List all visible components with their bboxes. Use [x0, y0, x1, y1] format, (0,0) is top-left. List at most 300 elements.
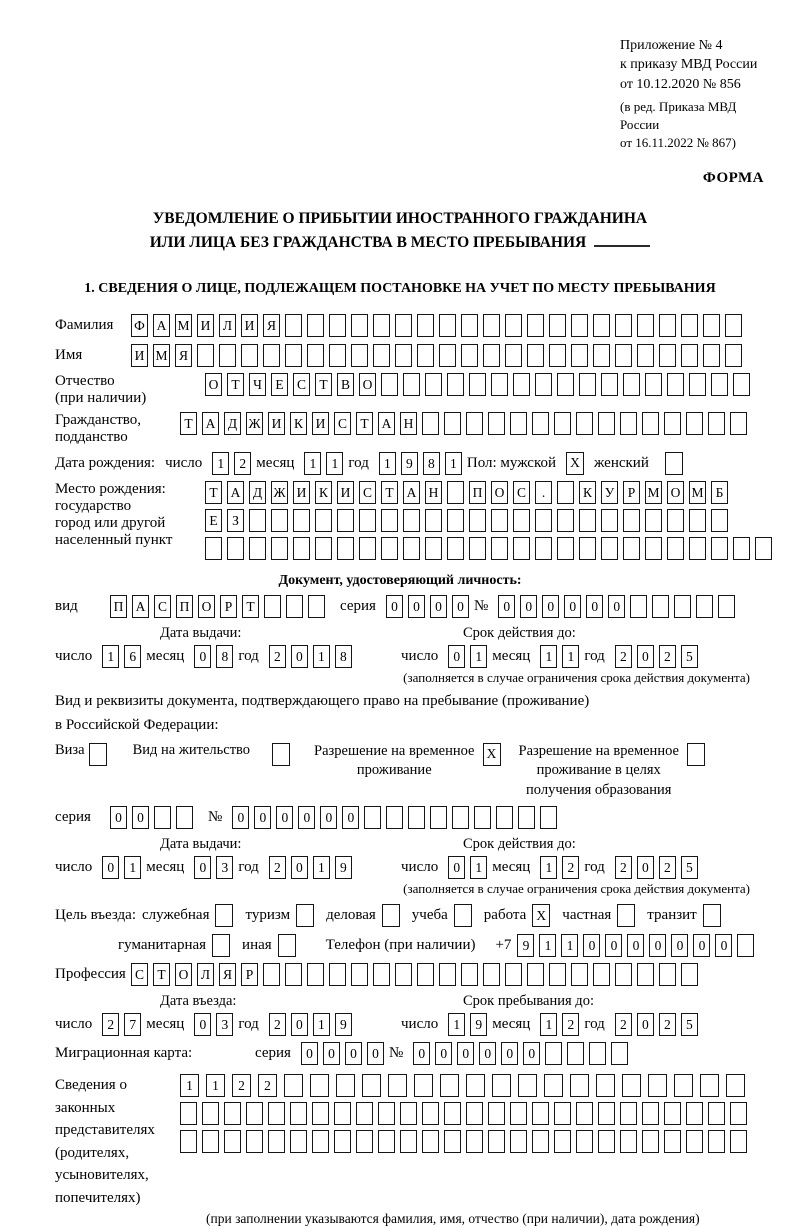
form-cell[interactable]: 2: [269, 856, 286, 879]
form-cell[interactable]: М: [153, 344, 170, 367]
form-cell[interactable]: [263, 344, 280, 367]
form-cell[interactable]: [505, 314, 522, 337]
form-cell[interactable]: 2: [102, 1013, 119, 1036]
form-cell[interactable]: [290, 1130, 307, 1153]
form-cell[interactable]: [271, 509, 288, 532]
form-cell[interactable]: [557, 373, 574, 396]
form-cell[interactable]: [336, 1074, 355, 1097]
form-cell[interactable]: [249, 509, 266, 532]
form-cell[interactable]: И: [241, 314, 258, 337]
form-cell[interactable]: [535, 373, 552, 396]
form-cell[interactable]: [510, 412, 527, 435]
form-cell[interactable]: А: [132, 595, 149, 618]
form-cell[interactable]: [642, 412, 659, 435]
form-cell[interactable]: 0: [605, 934, 622, 957]
form-cell[interactable]: [447, 481, 464, 504]
form-cell[interactable]: [246, 1130, 263, 1153]
form-cell[interactable]: [637, 963, 654, 986]
form-cell[interactable]: Ч: [249, 373, 266, 396]
form-cell[interactable]: [447, 373, 464, 396]
form-cell[interactable]: 1: [326, 452, 343, 475]
form-cell[interactable]: [579, 537, 596, 560]
form-cell[interactable]: [395, 314, 412, 337]
form-cell[interactable]: 0: [501, 1042, 518, 1065]
form-cell[interactable]: 0: [430, 595, 447, 618]
purpose-work-checkbox[interactable]: X: [532, 904, 550, 927]
purpose-business-checkbox[interactable]: [215, 904, 233, 927]
residence-permit-checkbox[interactable]: [272, 743, 290, 766]
form-cell[interactable]: [329, 344, 346, 367]
form-cell[interactable]: [466, 412, 483, 435]
form-cell[interactable]: Д: [249, 481, 266, 504]
form-cell[interactable]: [527, 344, 544, 367]
form-cell[interactable]: [466, 1074, 485, 1097]
form-cell[interactable]: [659, 344, 676, 367]
form-cell[interactable]: 0: [367, 1042, 384, 1065]
form-cell[interactable]: [593, 344, 610, 367]
purpose-tourism-checkbox[interactable]: [296, 904, 314, 927]
form-cell[interactable]: Л: [197, 963, 214, 986]
form-cell[interactable]: О: [491, 481, 508, 504]
form-cell[interactable]: [535, 509, 552, 532]
form-cell[interactable]: 0: [110, 806, 127, 829]
form-cell[interactable]: [645, 373, 662, 396]
form-cell[interactable]: [461, 344, 478, 367]
form-cell[interactable]: 0: [457, 1042, 474, 1065]
form-cell[interactable]: 0: [693, 934, 710, 957]
form-cell[interactable]: 1: [304, 452, 321, 475]
form-cell[interactable]: К: [290, 412, 307, 435]
form-cell[interactable]: [373, 344, 390, 367]
form-cell[interactable]: [205, 537, 222, 560]
form-cell[interactable]: Р: [241, 963, 258, 986]
form-cell[interactable]: 0: [194, 645, 211, 668]
form-cell[interactable]: [268, 1130, 285, 1153]
form-cell[interactable]: [403, 373, 420, 396]
purpose-other-checkbox[interactable]: [278, 934, 296, 957]
form-cell[interactable]: 2: [615, 1013, 632, 1036]
form-cell[interactable]: [755, 537, 772, 560]
form-cell[interactable]: [689, 373, 706, 396]
form-cell[interactable]: С: [293, 373, 310, 396]
form-cell[interactable]: [425, 509, 442, 532]
form-cell[interactable]: 5: [681, 856, 698, 879]
form-cell[interactable]: [681, 314, 698, 337]
form-cell[interactable]: [549, 344, 566, 367]
form-cell[interactable]: 9: [335, 1013, 352, 1036]
form-cell[interactable]: [535, 537, 552, 560]
form-cell[interactable]: 5: [681, 645, 698, 668]
form-cell[interactable]: [271, 537, 288, 560]
form-cell[interactable]: 0: [291, 645, 308, 668]
form-cell[interactable]: 0: [608, 595, 625, 618]
form-cell[interactable]: 0: [132, 806, 149, 829]
form-cell[interactable]: О: [198, 595, 215, 618]
form-cell[interactable]: 0: [523, 1042, 540, 1065]
form-cell[interactable]: [469, 509, 486, 532]
form-cell[interactable]: К: [579, 481, 596, 504]
form-cell[interactable]: [589, 1042, 606, 1065]
form-cell[interactable]: [686, 412, 703, 435]
form-cell[interactable]: [567, 1042, 584, 1065]
form-cell[interactable]: [403, 509, 420, 532]
form-cell[interactable]: 9: [401, 452, 418, 475]
form-cell[interactable]: С: [334, 412, 351, 435]
form-cell[interactable]: [615, 344, 632, 367]
form-cell[interactable]: 0: [386, 595, 403, 618]
form-cell[interactable]: [557, 509, 574, 532]
form-cell[interactable]: [730, 1102, 747, 1125]
form-cell[interactable]: [315, 509, 332, 532]
form-cell[interactable]: [388, 1074, 407, 1097]
form-cell[interactable]: [510, 1130, 527, 1153]
form-cell[interactable]: И: [197, 314, 214, 337]
form-cell[interactable]: О: [205, 373, 222, 396]
form-cell[interactable]: 0: [564, 595, 581, 618]
form-cell[interactable]: 1: [540, 1013, 557, 1036]
form-cell[interactable]: [176, 806, 193, 829]
form-cell[interactable]: [598, 412, 615, 435]
form-cell[interactable]: 2: [232, 1074, 251, 1097]
form-cell[interactable]: Я: [219, 963, 236, 986]
form-cell[interactable]: [461, 314, 478, 337]
form-cell[interactable]: [737, 934, 754, 957]
form-cell[interactable]: И: [293, 481, 310, 504]
form-cell[interactable]: [329, 963, 346, 986]
form-cell[interactable]: [725, 314, 742, 337]
form-cell[interactable]: 0: [194, 856, 211, 879]
form-cell[interactable]: [513, 509, 530, 532]
form-cell[interactable]: [364, 806, 381, 829]
form-cell[interactable]: [708, 412, 725, 435]
form-cell[interactable]: 0: [291, 856, 308, 879]
form-cell[interactable]: [557, 481, 574, 504]
sex-female-checkbox[interactable]: [665, 452, 683, 475]
form-cell[interactable]: [422, 412, 439, 435]
form-cell[interactable]: [312, 1102, 329, 1125]
form-cell[interactable]: [733, 373, 750, 396]
form-cell[interactable]: [414, 1074, 433, 1097]
form-cell[interactable]: [689, 509, 706, 532]
form-cell[interactable]: [249, 537, 266, 560]
form-cell[interactable]: Я: [263, 314, 280, 337]
form-cell[interactable]: [576, 1102, 593, 1125]
form-cell[interactable]: 0: [102, 856, 119, 879]
form-cell[interactable]: 8: [423, 452, 440, 475]
form-cell[interactable]: 0: [448, 645, 465, 668]
form-cell[interactable]: 2: [615, 645, 632, 668]
form-cell[interactable]: 1: [102, 645, 119, 668]
form-cell[interactable]: 0: [448, 856, 465, 879]
rvp-checkbox[interactable]: X: [483, 743, 501, 766]
form-cell[interactable]: [488, 1130, 505, 1153]
form-cell[interactable]: [395, 344, 412, 367]
form-cell[interactable]: [356, 1102, 373, 1125]
form-cell[interactable]: У: [601, 481, 618, 504]
form-cell[interactable]: [447, 509, 464, 532]
form-cell[interactable]: 0: [342, 806, 359, 829]
form-cell[interactable]: И: [131, 344, 148, 367]
form-cell[interactable]: [518, 1074, 537, 1097]
form-cell[interactable]: 0: [301, 1042, 318, 1065]
form-cell[interactable]: Т: [315, 373, 332, 396]
form-cell[interactable]: 0: [583, 934, 600, 957]
form-cell[interactable]: [686, 1102, 703, 1125]
form-cell[interactable]: 0: [291, 1013, 308, 1036]
form-cell[interactable]: 1: [212, 452, 229, 475]
form-cell[interactable]: О: [667, 481, 684, 504]
form-cell[interactable]: [403, 537, 420, 560]
form-cell[interactable]: [466, 1102, 483, 1125]
form-cell[interactable]: 2: [269, 645, 286, 668]
form-cell[interactable]: Л: [219, 314, 236, 337]
form-cell[interactable]: [491, 373, 508, 396]
form-cell[interactable]: [532, 1130, 549, 1153]
form-cell[interactable]: [180, 1130, 197, 1153]
form-cell[interactable]: 2: [562, 856, 579, 879]
form-cell[interactable]: 0: [323, 1042, 340, 1065]
form-cell[interactable]: [576, 412, 593, 435]
form-cell[interactable]: [417, 314, 434, 337]
form-cell[interactable]: 1: [313, 645, 330, 668]
form-cell[interactable]: 9: [335, 856, 352, 879]
form-cell[interactable]: Я: [175, 344, 192, 367]
form-cell[interactable]: [263, 963, 280, 986]
form-cell[interactable]: [615, 963, 632, 986]
form-cell[interactable]: Н: [425, 481, 442, 504]
form-cell[interactable]: [440, 1074, 459, 1097]
form-cell[interactable]: [483, 963, 500, 986]
form-cell[interactable]: 1: [562, 645, 579, 668]
form-cell[interactable]: [469, 537, 486, 560]
form-cell[interactable]: [315, 537, 332, 560]
form-cell[interactable]: 0: [413, 1042, 430, 1065]
form-cell[interactable]: 0: [232, 806, 249, 829]
form-cell[interactable]: 0: [435, 1042, 452, 1065]
form-cell[interactable]: 0: [586, 595, 603, 618]
form-cell[interactable]: [430, 806, 447, 829]
form-cell[interactable]: [488, 412, 505, 435]
form-cell[interactable]: [362, 1074, 381, 1097]
form-cell[interactable]: [681, 963, 698, 986]
form-cell[interactable]: [505, 963, 522, 986]
form-cell[interactable]: [491, 509, 508, 532]
form-cell[interactable]: [312, 1130, 329, 1153]
form-cell[interactable]: И: [312, 412, 329, 435]
form-cell[interactable]: Т: [205, 481, 222, 504]
form-cell[interactable]: [264, 595, 281, 618]
form-cell[interactable]: С: [513, 481, 530, 504]
form-cell[interactable]: Б: [711, 481, 728, 504]
form-cell[interactable]: [642, 1102, 659, 1125]
form-cell[interactable]: Е: [271, 373, 288, 396]
form-cell[interactable]: 0: [254, 806, 271, 829]
form-cell[interactable]: Т: [356, 412, 373, 435]
form-cell[interactable]: [659, 963, 676, 986]
form-cell[interactable]: 3: [216, 1013, 233, 1036]
form-cell[interactable]: [329, 314, 346, 337]
form-cell[interactable]: [334, 1130, 351, 1153]
form-cell[interactable]: [496, 806, 513, 829]
form-cell[interactable]: [461, 963, 478, 986]
purpose-private-checkbox[interactable]: [617, 904, 635, 927]
form-cell[interactable]: [293, 509, 310, 532]
form-cell[interactable]: [667, 509, 684, 532]
form-cell[interactable]: [469, 373, 486, 396]
form-cell[interactable]: 1: [540, 645, 557, 668]
form-cell[interactable]: [725, 344, 742, 367]
form-cell[interactable]: [545, 1042, 562, 1065]
form-cell[interactable]: [674, 1074, 693, 1097]
form-cell[interactable]: [285, 314, 302, 337]
form-cell[interactable]: [549, 314, 566, 337]
form-cell[interactable]: [307, 963, 324, 986]
form-cell[interactable]: С: [131, 963, 148, 986]
form-cell[interactable]: [483, 344, 500, 367]
form-cell[interactable]: [337, 537, 354, 560]
form-cell[interactable]: 2: [659, 1013, 676, 1036]
form-cell[interactable]: [307, 314, 324, 337]
form-cell[interactable]: [290, 1102, 307, 1125]
form-cell[interactable]: [483, 314, 500, 337]
form-cell[interactable]: О: [175, 963, 192, 986]
form-cell[interactable]: [645, 537, 662, 560]
form-cell[interactable]: Ж: [246, 412, 263, 435]
form-cell[interactable]: [674, 595, 691, 618]
form-cell[interactable]: И: [337, 481, 354, 504]
form-cell[interactable]: 0: [637, 1013, 654, 1036]
form-cell[interactable]: [241, 344, 258, 367]
form-cell[interactable]: 1: [540, 856, 557, 879]
form-cell[interactable]: [202, 1102, 219, 1125]
form-cell[interactable]: [623, 373, 640, 396]
form-cell[interactable]: 1: [448, 1013, 465, 1036]
form-cell[interactable]: [664, 412, 681, 435]
form-cell[interactable]: [620, 1102, 637, 1125]
form-cell[interactable]: 1: [561, 934, 578, 957]
form-cell[interactable]: [466, 1130, 483, 1153]
form-cell[interactable]: [400, 1130, 417, 1153]
form-cell[interactable]: А: [403, 481, 420, 504]
form-cell[interactable]: 9: [470, 1013, 487, 1036]
form-cell[interactable]: [620, 1130, 637, 1153]
form-cell[interactable]: [268, 1102, 285, 1125]
form-cell[interactable]: [703, 344, 720, 367]
form-cell[interactable]: 0: [637, 856, 654, 879]
form-cell[interactable]: [622, 1074, 641, 1097]
form-cell[interactable]: [334, 1102, 351, 1125]
form-cell[interactable]: С: [154, 595, 171, 618]
form-cell[interactable]: 0: [408, 595, 425, 618]
form-cell[interactable]: [711, 537, 728, 560]
purpose-humanitarian-checkbox[interactable]: [212, 934, 230, 957]
form-cell[interactable]: [711, 509, 728, 532]
form-cell[interactable]: [444, 1102, 461, 1125]
form-cell[interactable]: [579, 509, 596, 532]
form-cell[interactable]: [708, 1130, 725, 1153]
form-cell[interactable]: [284, 1074, 303, 1097]
form-cell[interactable]: [689, 537, 706, 560]
form-cell[interactable]: 1: [124, 856, 141, 879]
purpose-study-checkbox[interactable]: [454, 904, 472, 927]
form-cell[interactable]: 1: [313, 1013, 330, 1036]
form-cell[interactable]: 1: [470, 645, 487, 668]
form-cell[interactable]: [579, 373, 596, 396]
form-cell[interactable]: [620, 412, 637, 435]
form-cell[interactable]: [417, 963, 434, 986]
form-cell[interactable]: 0: [298, 806, 315, 829]
form-cell[interactable]: А: [153, 314, 170, 337]
form-cell[interactable]: [400, 1102, 417, 1125]
form-cell[interactable]: 0: [194, 1013, 211, 1036]
form-cell[interactable]: Д: [224, 412, 241, 435]
form-cell[interactable]: [598, 1102, 615, 1125]
form-cell[interactable]: [696, 595, 713, 618]
form-cell[interactable]: 0: [276, 806, 293, 829]
form-cell[interactable]: [718, 595, 735, 618]
form-cell[interactable]: [337, 509, 354, 532]
form-cell[interactable]: [733, 537, 750, 560]
form-cell[interactable]: [356, 1130, 373, 1153]
form-cell[interactable]: 0: [715, 934, 732, 957]
form-cell[interactable]: [224, 1130, 241, 1153]
form-cell[interactable]: Е: [205, 509, 222, 532]
form-cell[interactable]: И: [268, 412, 285, 435]
form-cell[interactable]: [293, 537, 310, 560]
form-cell[interactable]: [730, 1130, 747, 1153]
form-cell[interactable]: [630, 595, 647, 618]
form-cell[interactable]: [202, 1130, 219, 1153]
form-cell[interactable]: Т: [180, 412, 197, 435]
form-cell[interactable]: [513, 373, 530, 396]
form-cell[interactable]: 6: [124, 645, 141, 668]
form-cell[interactable]: З: [227, 509, 244, 532]
form-cell[interactable]: [197, 344, 214, 367]
form-cell[interactable]: [681, 344, 698, 367]
form-cell[interactable]: [708, 1102, 725, 1125]
form-cell[interactable]: [373, 314, 390, 337]
visa-checkbox[interactable]: [89, 743, 107, 766]
form-cell[interactable]: [425, 537, 442, 560]
form-cell[interactable]: Т: [227, 373, 244, 396]
form-cell[interactable]: Т: [381, 481, 398, 504]
form-cell[interactable]: 9: [517, 934, 534, 957]
form-cell[interactable]: [532, 1102, 549, 1125]
form-cell[interactable]: [378, 1102, 395, 1125]
form-cell[interactable]: [417, 344, 434, 367]
form-cell[interactable]: [474, 806, 491, 829]
form-cell[interactable]: .: [535, 481, 552, 504]
form-cell[interactable]: [664, 1130, 681, 1153]
form-cell[interactable]: 0: [627, 934, 644, 957]
form-cell[interactable]: [373, 963, 390, 986]
form-cell[interactable]: [505, 344, 522, 367]
form-cell[interactable]: [571, 314, 588, 337]
form-cell[interactable]: [615, 314, 632, 337]
form-cell[interactable]: [700, 1074, 719, 1097]
form-cell[interactable]: [557, 537, 574, 560]
form-cell[interactable]: М: [689, 481, 706, 504]
form-cell[interactable]: 0: [649, 934, 666, 957]
form-cell[interactable]: Р: [623, 481, 640, 504]
form-cell[interactable]: 8: [335, 645, 352, 668]
form-cell[interactable]: 2: [562, 1013, 579, 1036]
form-cell[interactable]: С: [359, 481, 376, 504]
form-cell[interactable]: [425, 373, 442, 396]
form-cell[interactable]: Т: [153, 963, 170, 986]
form-cell[interactable]: [422, 1102, 439, 1125]
form-cell[interactable]: [351, 314, 368, 337]
